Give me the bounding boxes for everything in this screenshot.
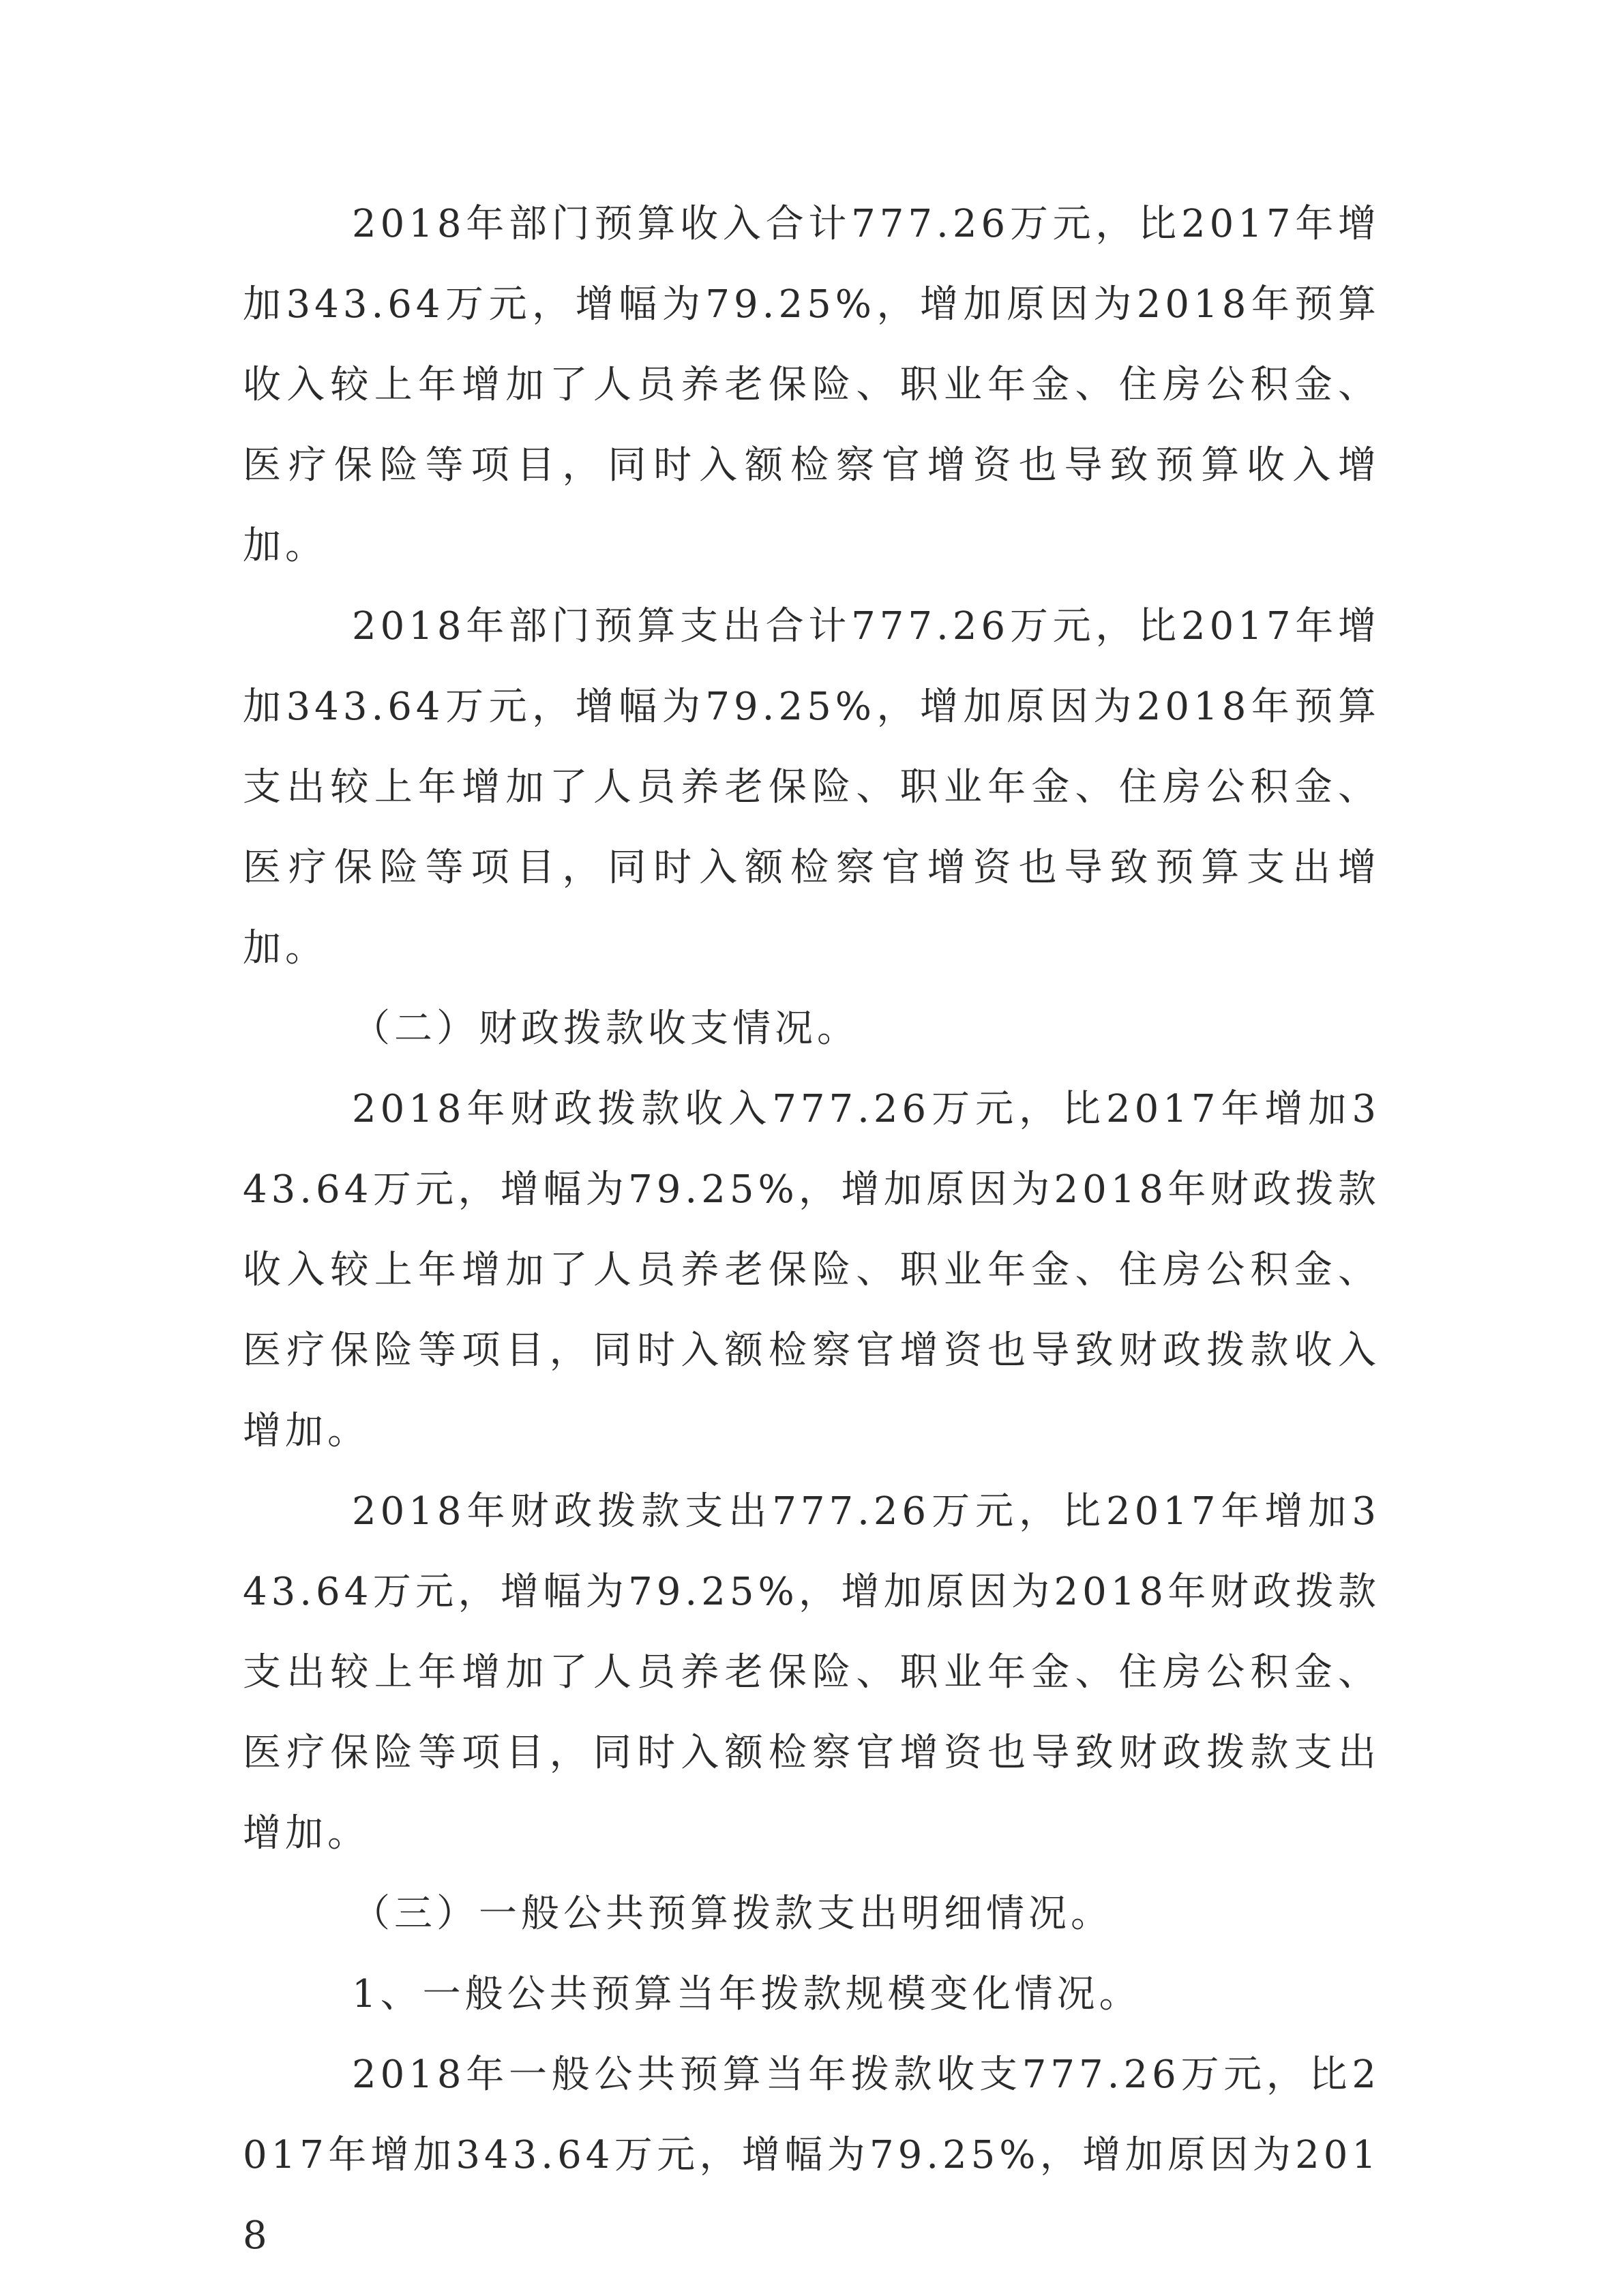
paragraph-dept-budget-expense: 2018年部门预算支出合计777.26万元，比2017年增加343.64万元，增幅为79.25%，增加原因为2018年预算支出较上年增加了人员养老保险、职业年金、住房公积金、医疗保险等项目，同时入额检察官增资也导致预算支出增加。: [243, 604, 1380, 970]
section-heading-general-public-budget: （三）一般公共预算拨款支出明细情况。: [352, 1892, 1113, 1936]
subsection-heading-scale-change: 1、一般公共预算当年拨款规模变化情况。: [352, 1972, 1142, 2016]
paragraph-fiscal-expense: 2018年财政拨款支出777.26万元，比2017年增加343.64万元，增幅为79.25%，增加原因为2018年财政拨款支出较上年增加了人员养老保险、职业年金、住房公积金、医疗保险等项目，同时入额检察官增资也导致财政拨款支出增加。: [243, 1489, 1380, 1855]
paragraph-general-public-budget: 2018年一般公共预算当年拨款收支777.26万元，比2017年增加343.64万元，增幅为79.25%，增加原因为2018: [243, 2053, 1380, 2258]
document-page: [243, 184, 1380, 2276]
paragraph-dept-budget-income: 2018年部门预算收入合计777.26万元，比2017年增加343.64万元，增幅为79.25%，增加原因为2018年预算收入较上年增加了人员养老保险、职业年金、住房公积金、医疗保险等项目，同时入额检察官增资也导致预算收入增加。: [243, 202, 1380, 568]
section-heading-fiscal-appropriation: （二）财政拨款收支情况。: [352, 1007, 859, 1051]
paragraph-fiscal-income: 2018年财政拨款收入777.26万元，比2017年增加343.64万元，增幅为79.25%，增加原因为2018年财政拨款收入较上年增加了人员养老保险、职业年金、住房公积金、医疗保险等项目，同时入额检察官增资也导致财政拨款收入增加。: [243, 1087, 1380, 1453]
